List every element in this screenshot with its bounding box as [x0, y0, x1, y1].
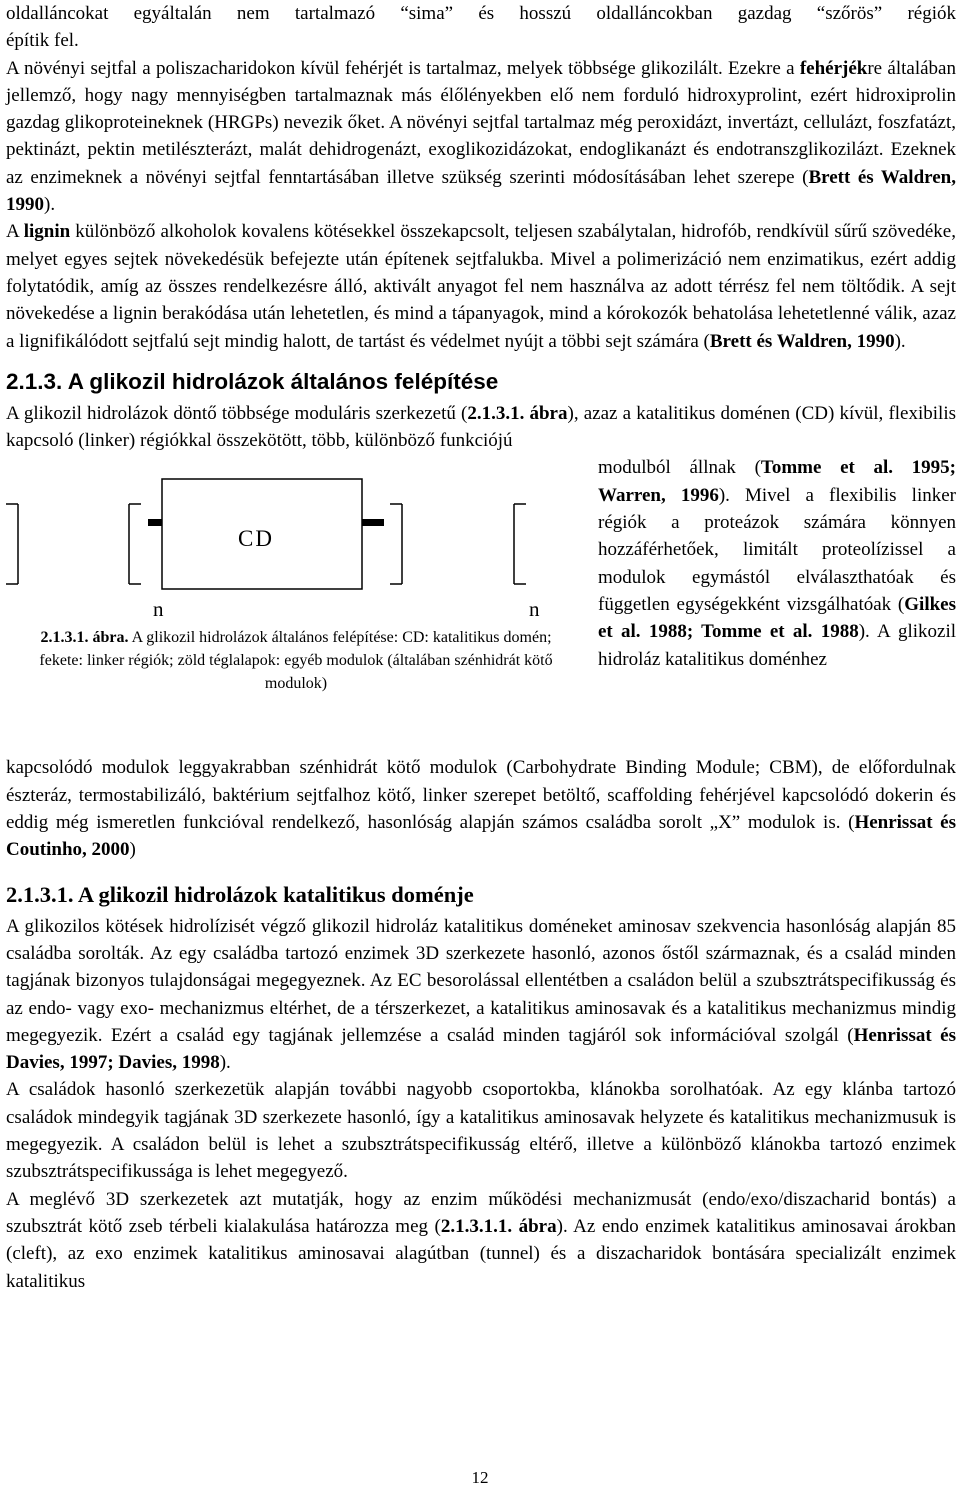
- text: ): [129, 839, 136, 861]
- catalytic-domain-label: CD: [238, 526, 274, 552]
- linker-region-left: [148, 519, 162, 526]
- text: építik fel.: [6, 30, 79, 52]
- citation: Brett és Waldren, 1990: [709, 330, 895, 352]
- paragraph-continuation-end: [6, 27, 956, 54]
- figure-ref: 2.1.3.1.1. ábra: [440, 1215, 557, 1237]
- text: A glikozil hidrolázok döntő többsége moduláris szerkezetű (: [6, 402, 468, 424]
- page-number: 12: [471, 1468, 489, 1487]
- figure: [6, 454, 566, 754]
- citation: Henrissat és Davies, 1997; Davies, 1998: [6, 1024, 956, 1074]
- text: különböző alkoholok kovalens kötésekkel összekapcsolt, teljesen szabálytalan, hidrofób, rendkívül sűrű szövedéke, melyet egyes sejtek növekedésük befejezte után építenek sejtfalukba. Mivel a polimerizáció nem enzimatikus, ezért addig folytatódik, amíg az összes rendelkezésre álló, aktivált anyagot fel nem használva az adott térrész fel nem töltődik. A sejt növekedése a lignin berakódása után lehetetlen, és mind a tápanyagok, mind a kórokozók behatolása lehetetlenné válik, azaz a lignifikálódott sejtfalú sejt mindig halott, de tartást és védelmet nyújt a többi sejt számára (: [6, 221, 956, 352]
- paragraph-clans: [6, 1076, 956, 1185]
- paragraph-modular-structure: [6, 400, 956, 455]
- citation: Gilkes et al. 1988; Tomme et al. 1988: [598, 593, 956, 643]
- text: A növényi sejtfal a poliszacharidokon kívül fehérjét is tartalmaz, melyek többsége glikozilált. Ezekre a: [6, 57, 800, 79]
- side-text: [598, 454, 956, 672]
- text: A családok hasonló szerkezetük alapján további nagyobb csoportokba, klánokba sorolhatóak. Az egy klánba tartozó családok mindegyik tagjának 3D szerkezete hasonló, így a katalitikus aminosavak helyzete és katalitikus mechanizmusuk is megegyezik. A családon belül is lehet a szubsztrátspecifikusság eltérő, illetve a különböző klánokba tartozó enzimek szubsztrátspecifikussága is lehet megegyező.: [6, 1079, 956, 1183]
- citation: Tomme et al. 1995; Warren, 1996: [598, 457, 956, 506]
- text: A: [6, 221, 24, 243]
- figure-ref: 2.1.3.1. ábra: [467, 402, 568, 424]
- paragraph-plant-wall-proteins: [6, 55, 956, 219]
- paragraph-lignin: [6, 218, 956, 354]
- left-module-bracket: [6, 504, 141, 584]
- text: modulból állnak (: [598, 457, 761, 479]
- paragraph-families: [6, 913, 956, 1077]
- text: ). Mivel a flexibilis linker régiók a proteázok számára könnyen hozzáférhetőek, limitált proteolízissel a modulok egymástól elválaszthatóak és független egységekként vizsgálhatóak (: [598, 484, 956, 615]
- text: ).: [894, 330, 906, 352]
- text: kapcsolódó modulok leggyakrabban szénhidrát kötő modulok (Carbohydrate Binding Module; CBM), de előfordulnak észteráz, termostabilizáló, baktérium sejtfalhoz kötő, linker szerepet betöltő, scaffolding fehérjével kapcsolódó dokerin és eddig még ismeretlen funkcióval rendelkező, hasonlóság alapján számos családba sorolt „X” modulok is. (: [6, 757, 956, 834]
- paragraph-3d-structures: [6, 1186, 956, 1295]
- text: A glikozilos kötések hidrolízisét végző glikozil hidroláz katalitikus doméneket aminosav szekvencia hasonlóság alapján 85 családba sorolták. Az egy családba tartozó enzimek 3D szerkezete hasonló, azonos őstől származnak, és a család minden tagjának bizonyos tulajdonságai megegyeznek. Az EC besorolással ellentétben a családon belül a szubsztrátspecifikusság és az endo- vagy exo- mechanizmus eltérhet, de a térszerkezet, a katalitikus aminosavak és a katalitikus mechanizmus mindig megegyezik. Ezért a család egy tagjának jellemzése a család minden tagjáról sok információval szolgál (: [6, 915, 956, 1046]
- text: re általában jellemző, hogy nagy mennyiségben tartalmaznak más élőlényekben elő nem forduló hidroxyprolint, ezért hidroxiprolin gazdag glikoproteineknek (HRGPs) nevezik őket. A növényi sejtfal tartalmaz még peroxidázt, invertázt, cellulázt, foszfatázt, pektinázt, pektin metilészterázt, malát dehidrogenázt, exoglikozidázokat, endoglikanázt és endotranszglikozilázt. Ezeknek az enzimeknek a növényi sejtfal fenntartásában illetve szükség szerinti módosításában lehet szerepe (: [6, 57, 956, 188]
- left-n-label: n: [153, 597, 164, 622]
- text: oldalláncokat egyáltalán nem tartalmazó “sima” és hosszú oldalláncokban gazdag “szőrös” régiók: [6, 3, 956, 24]
- text: ).: [219, 1052, 231, 1074]
- text: ), azaz a katalitikus doménen (CD) kívül, flexibilis kapcsoló (linker) régiókkal összekötött, több, különböző funkciójú: [6, 402, 957, 452]
- caption-text: A glikozil hidrolázok általános felépítése: CD: katalitikus domén; fekete: linker régiók; zöld téglalapok: egyéb modulok (általában szénhidrát kötő modulok): [39, 629, 553, 693]
- citation: Henrissat és Coutinho, 2000: [6, 812, 957, 861]
- citation: Brett és Waldren, 1990: [6, 166, 956, 216]
- right-module-bracket: [390, 504, 526, 584]
- text: ). Az endo enzimek katalitikus aminosavai árokban (cleft), az exo enzimek katalitikus aminosavai alagútban (tunnel) és a diszacharidok bontására specializált enzimek katalitikus: [6, 1215, 957, 1292]
- paragraph-cbm: [6, 754, 956, 863]
- section-heading: 2.1.3. A glikozil hidrolázok általános felépítése: [6, 368, 499, 394]
- modular-structure-diagram: [6, 454, 566, 624]
- right-n-label: n: [529, 597, 540, 622]
- figure-region: [6, 454, 956, 754]
- text: ). A glikozil hidroláz katalitikus doménhez: [598, 621, 957, 670]
- text: A meglévő 3D szerkezetek azt mutatják, hogy az enzim működési mechanizmusát (endo/exo/diszacharid bontás) a szubsztrát kötő zseb térbeli kialakulása határozza meg (: [6, 1188, 956, 1237]
- paragraph-continuation: [6, 0, 956, 27]
- text: ).: [44, 194, 56, 216]
- figure-caption: [36, 626, 556, 695]
- subsection-heading: 2.1.3.1. A glikozil hidrolázok katalitikus doménje: [6, 881, 474, 907]
- bold-term: fehérjék: [799, 57, 868, 79]
- caption-label: 2.1.3.1. ábra.: [40, 629, 129, 647]
- document-page: [6, 0, 956, 1295]
- bold-term: lignin: [23, 221, 71, 243]
- linker-region-right: [362, 519, 384, 526]
